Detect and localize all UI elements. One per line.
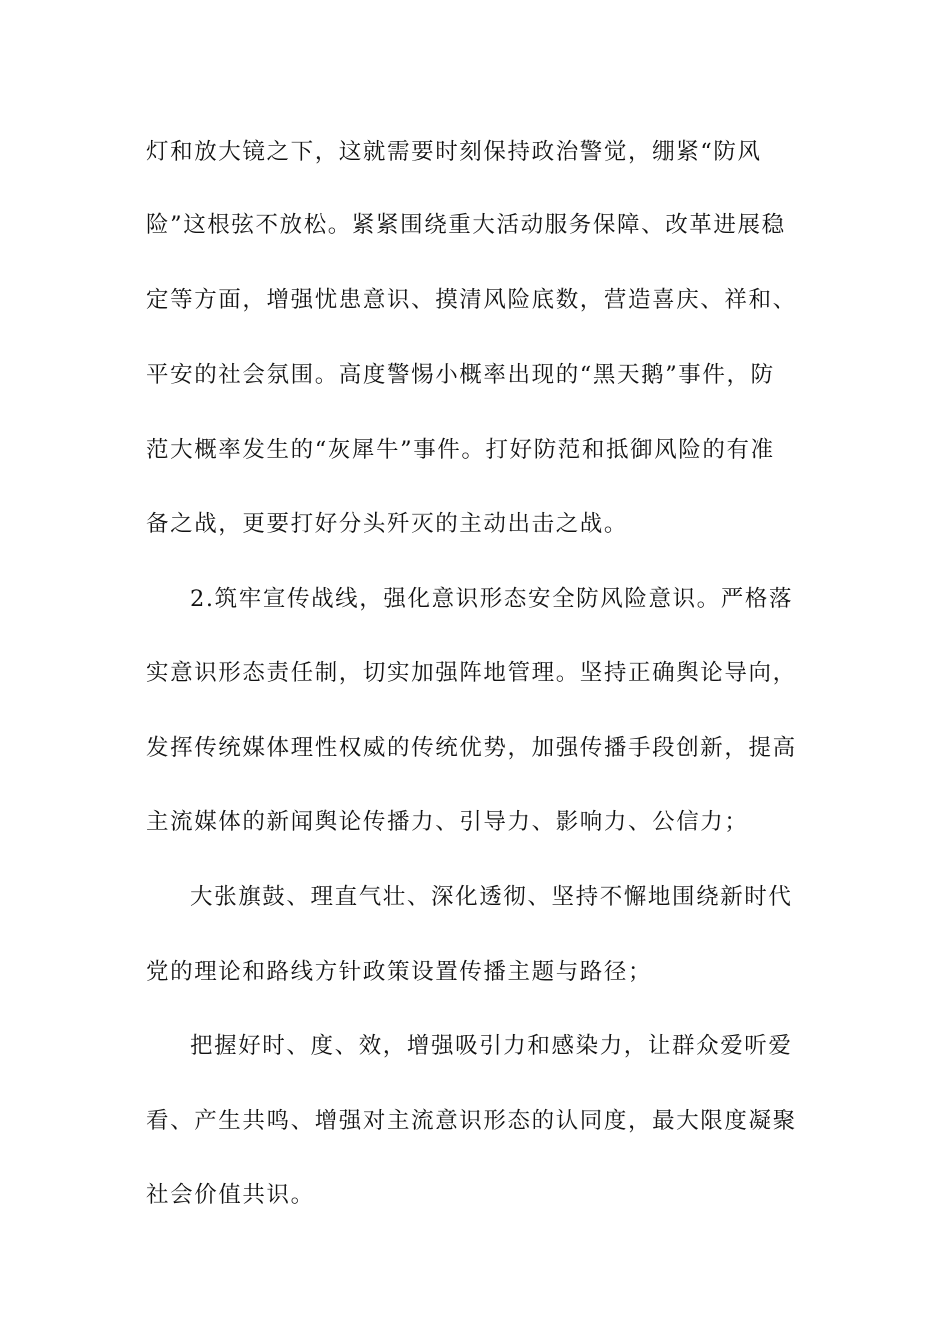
text-line-12: 党的理论和路线方针政策设置传播主题与路径； [146,959,653,985]
text-line-3: 定等方面，增强忧患意识、摸清风险底数，营造喜庆、祥和、 [146,287,797,313]
text-line-4: 平安的社会氛围。高度警惕小概率出现的“黑天鹅”事件，防 [146,362,775,388]
text-line-15: 社会价值共识。 [146,1182,315,1208]
text-line-9: 发挥传统媒体理性权威的传统优势，加强传播手段创新，提高 [146,735,797,761]
text-line-6: 备之战，更要打好分头歼灭的主动出击之战。 [146,511,629,537]
paragraph-3-line-1: 大张旗鼓、理直气壮、深化透彻、坚持不懈地围绕新时代 [190,884,793,910]
text-line-5: 范大概率发生的“灰犀牛”事件。打好防范和抵御风险的有准 [146,437,775,463]
paragraph-4-line-1: 把握好时、度、效，增强吸引力和感染力，让群众爱听爱 [190,1033,793,1059]
text-line-1: 灯和放大镜之下，这就需要时刻保持政治警觉，绷紧“防风 [146,139,762,165]
text-line-2: 险”这根弦不放松。紧紧围绕重大活动服务保障、改革进展稳 [146,212,786,238]
text-line-14: 看、产生共鸣、增强对主流意识形态的认同度，最大限度凝聚 [146,1108,797,1134]
paragraph-2-line-1: 2.筑牢宣传战线，强化意识形态安全防风险意识。严格落 [190,586,794,612]
text-line-8: 实意识形态责任制，切实加强阵地管理。坚持正确舆论导向， [146,660,797,686]
text-line-10: 主流媒体的新闻舆论传播力、引导力、影响力、公信力； [146,809,749,835]
